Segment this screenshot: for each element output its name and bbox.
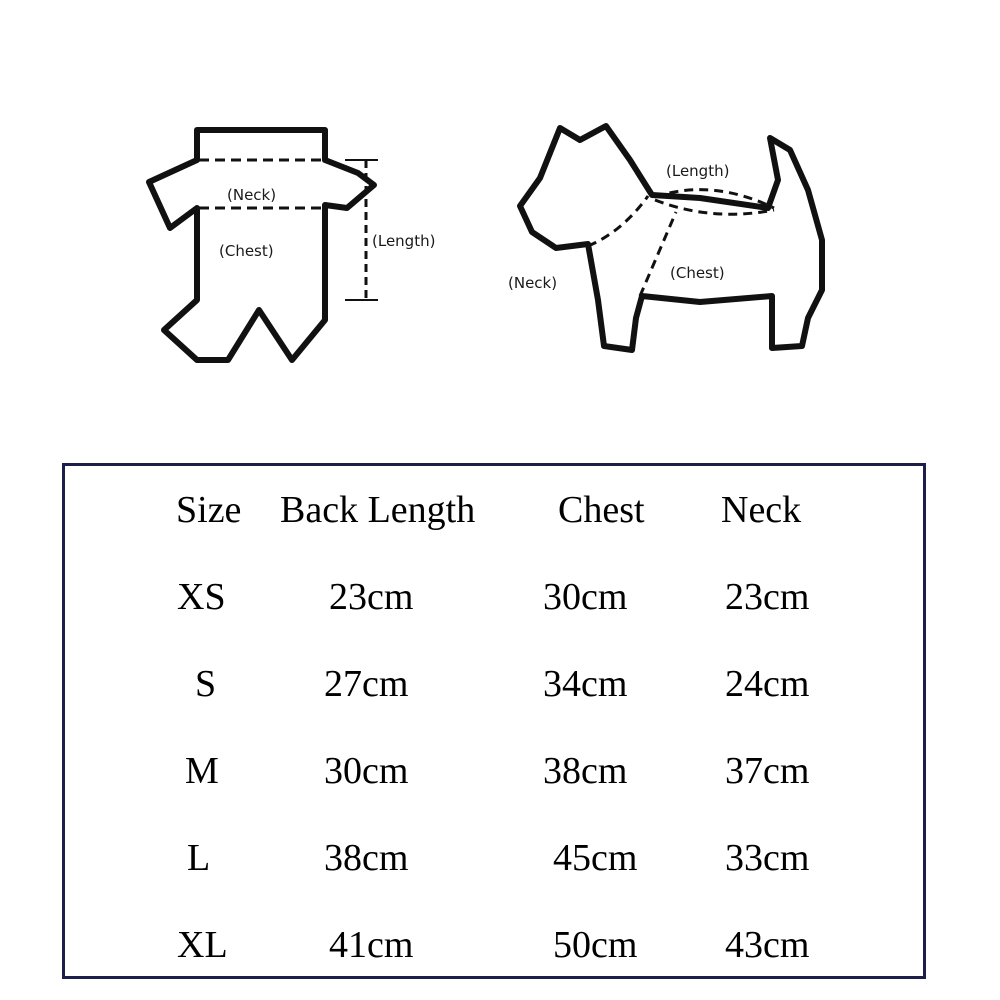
row-l-neck: 33cm: [725, 837, 810, 879]
row-xl-back-length: 41cm: [329, 924, 414, 966]
garment-chest-label: (Chest): [219, 242, 274, 260]
row-s-back-length: 27cm: [324, 663, 409, 705]
size-table: [62, 463, 926, 979]
dog-chest-label: (Chest): [670, 264, 725, 282]
row-s-chest: 34cm: [543, 663, 628, 705]
row-xl-chest: 50cm: [553, 924, 638, 966]
dog-neck-line: [588, 196, 648, 246]
row-xl-neck: 43cm: [725, 924, 810, 966]
row-l-size: L: [187, 837, 211, 879]
row-m-chest: 38cm: [543, 750, 628, 792]
row-m-size: M: [185, 750, 219, 792]
row-xl-size: XL: [177, 924, 228, 966]
garment-neck-label: (Neck): [227, 186, 277, 204]
header-back-length: Back Length: [280, 489, 476, 531]
measurement-diagram: [0, 0, 1000, 430]
row-l-chest: 45cm: [553, 837, 638, 879]
row-s-neck: 24cm: [725, 663, 810, 705]
garment-length-label: (Length): [372, 232, 436, 250]
row-xs-size: XS: [177, 576, 226, 618]
dog-chest-line: [640, 212, 676, 296]
dog-length-label: (Length): [666, 162, 730, 180]
dog-outline: [520, 126, 822, 350]
header-chest: Chest: [558, 489, 645, 531]
header-neck: Neck: [721, 489, 802, 531]
row-m-neck: 37cm: [725, 750, 810, 792]
header-size: Size: [176, 489, 242, 531]
row-xs-back-length: 23cm: [329, 576, 414, 618]
row-xs-neck: 23cm: [725, 576, 810, 618]
row-s-size: S: [195, 663, 217, 705]
dog-neck-label: (Neck): [508, 274, 558, 292]
row-l-back-length: 38cm: [324, 837, 409, 879]
row-m-back-length: 30cm: [324, 750, 409, 792]
row-xs-chest: 30cm: [543, 576, 628, 618]
